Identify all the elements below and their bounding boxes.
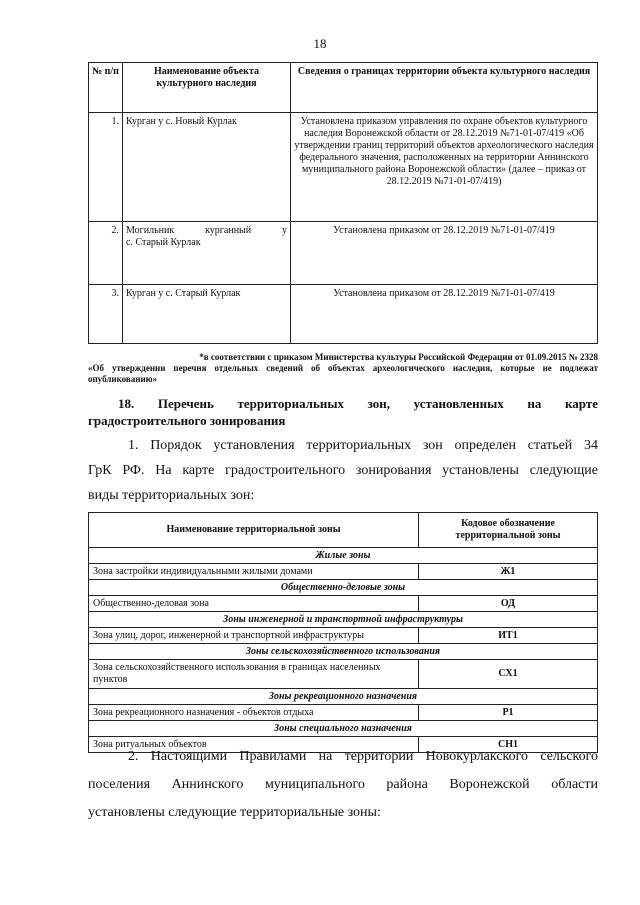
section-heading-line: градостроительного зонирования bbox=[88, 413, 286, 428]
zone-group-title: Зоны инженерной и транспортной инфраструктуры bbox=[89, 612, 598, 628]
object-name bbox=[123, 222, 291, 285]
footnote bbox=[88, 352, 598, 385]
boundary-info: Установлена приказом управления по охране объектов культурного наследия Воронежской области от 28.12.2019 №71-01-07/419 «Об утверждении границ территорий объектов археологического наследия федерального значения, расположенных на территории Аннинского муниципального района Воронежской области» (далее – приказ от 28.12.2019 №71-01-07/419) bbox=[291, 113, 598, 222]
paragraph-line: ГрК РФ. На карте градостроительного зонирования установлены следующие bbox=[88, 463, 598, 478]
zone-code: СН1 bbox=[419, 737, 598, 753]
zone-row bbox=[89, 660, 598, 689]
footnote-line: *в соответствии с приказом Министерства культуры Российской Федерации от 01.09.2015 № 2328 bbox=[199, 352, 598, 362]
paragraph-line: виды территориальных зон: bbox=[88, 488, 255, 503]
zone-group-row bbox=[89, 612, 598, 628]
zone-code: ИТ1 bbox=[419, 628, 598, 644]
boundary-info: Установлена приказом от 28.12.2019 №71-01-07/419 bbox=[291, 285, 598, 344]
section-heading-line: 18. Перечень территориальных зон, установленных на карте bbox=[118, 396, 598, 411]
zone-group-title: Жилые зоны bbox=[89, 548, 598, 564]
zone-group-title: Зоны сельскохозяйственного использования bbox=[89, 644, 598, 660]
row-number: 3. bbox=[89, 285, 123, 344]
zone-code: ОД bbox=[419, 596, 598, 612]
zone-name: Зона застройки индивидуальными жилыми домами bbox=[89, 564, 419, 580]
zone-code: СХ1 bbox=[419, 660, 598, 689]
zone-group-title: Зоны рекреационного назначения bbox=[89, 689, 598, 705]
row-number: 2. bbox=[89, 222, 123, 285]
object-name-line: Могильник курганный у bbox=[126, 225, 287, 236]
column-header-name: Наименование объекта культурного наследия bbox=[123, 63, 291, 113]
table-row bbox=[89, 222, 598, 285]
zone-name: Зона улиц, дорог, инженерной и транспортной инфраструктуры bbox=[89, 628, 419, 644]
footnote-line: «Об утверждении перечня отдельных сведений об объектах археологического наследия, которые не подлежат опубликованию» bbox=[88, 363, 598, 384]
zone-row bbox=[89, 596, 598, 612]
table-header-row bbox=[89, 513, 598, 548]
zone-group-title: Общественно-деловые зоны bbox=[89, 580, 598, 596]
column-header-zone-name: Наименование территориальной зоны bbox=[89, 513, 419, 548]
zone-group-row bbox=[89, 721, 598, 737]
zone-row bbox=[89, 564, 598, 580]
page-number: 18 bbox=[313, 36, 327, 51]
column-header-zone-code: Кодовое обозначение территориальной зоны bbox=[419, 513, 598, 548]
table-row bbox=[89, 113, 598, 222]
table-row bbox=[89, 285, 598, 344]
zone-row bbox=[89, 628, 598, 644]
paragraph-line: 2. Настоящими Правилами на территории Новокурлакского сельского bbox=[128, 749, 598, 764]
section-heading bbox=[88, 395, 598, 429]
zone-group-row bbox=[89, 548, 598, 564]
table-header-row bbox=[89, 63, 598, 113]
paragraph-2 bbox=[88, 743, 598, 827]
paragraph-line: поселения Аннинского муниципального района Воронежской области bbox=[88, 777, 598, 792]
paragraph-1 bbox=[88, 433, 598, 508]
column-header-info: Сведения о границах территории объекта культурного наследия bbox=[291, 63, 598, 113]
zone-name: Зона сельскохозяйственного использования в границах населенных пунктов bbox=[89, 660, 419, 689]
object-name-line: с. Старый Курлак bbox=[126, 237, 201, 248]
zone-group-row bbox=[89, 689, 598, 705]
cultural-heritage-table bbox=[88, 62, 598, 344]
zone-row bbox=[89, 705, 598, 721]
zone-group-title: Зоны специального назначения bbox=[89, 721, 598, 737]
boundary-info: Установлена приказом от 28.12.2019 №71-01-07/419 bbox=[291, 222, 598, 285]
column-header-num: № п/п bbox=[89, 63, 123, 113]
zone-name: Общественно-деловая зона bbox=[89, 596, 419, 612]
zone-code: Р1 bbox=[419, 705, 598, 721]
zones-table bbox=[88, 512, 598, 753]
zone-name: Зона рекреационного назначения - объектов отдыха bbox=[89, 705, 419, 721]
paragraph-line: 1. Порядок установления территориальных зон определен статьей 34 bbox=[128, 438, 598, 453]
row-number: 1. bbox=[89, 113, 123, 222]
zone-code: Ж1 bbox=[419, 564, 598, 580]
object-name: Курган у с. Старый Курлак bbox=[123, 285, 291, 344]
paragraph-line: установлены следующие территориальные зоны: bbox=[88, 805, 381, 820]
zone-name: Зона ритуальных объектов bbox=[89, 737, 419, 753]
zone-group-row bbox=[89, 580, 598, 596]
object-name: Курган у с. Новый Курлак bbox=[123, 113, 291, 222]
zone-group-row bbox=[89, 644, 598, 660]
